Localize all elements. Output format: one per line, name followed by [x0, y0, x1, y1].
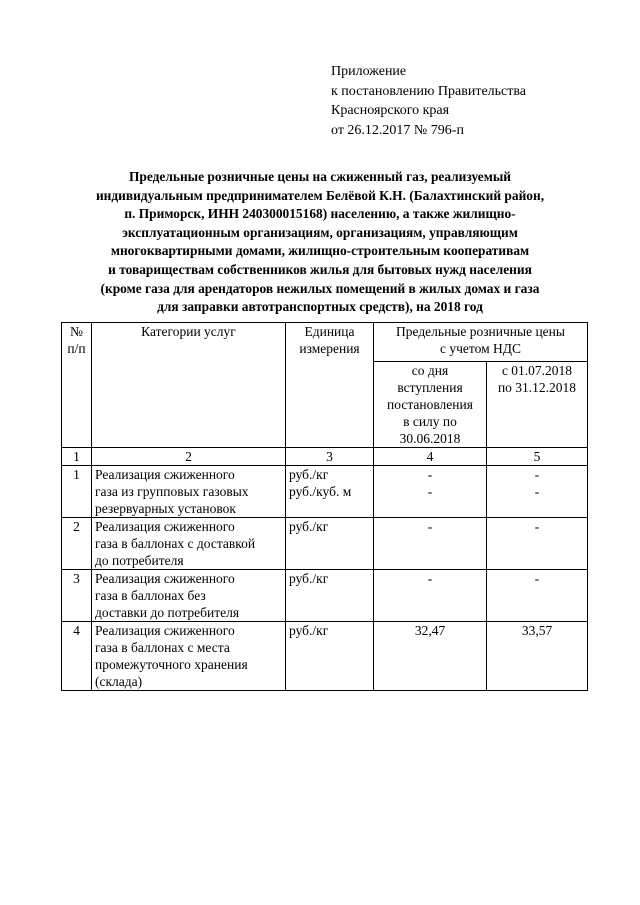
col-number: 1 [62, 448, 92, 466]
table-row [62, 466, 588, 518]
title-line: многоквартирными домами, жилищно-строительным кооперативам [110, 243, 530, 259]
title-line: для заправки автотранспортных средств), на 2018 год [157, 299, 483, 315]
title-line: индивидуальным предпринимателем Белёвой К.Н. (Балахтинский район, [95, 187, 545, 203]
col-number: 5 [487, 448, 588, 466]
row-price-1: - [374, 518, 487, 570]
table-row [62, 570, 588, 622]
appendix-line: Красноярского края [331, 103, 450, 118]
row-category: Реализация сжиженного газа в баллонах с места промежуточного хранения (склада) [92, 622, 286, 691]
col-number: 3 [286, 448, 374, 466]
row-num: 1 [62, 466, 92, 518]
appendix-line: к постановлению Правительства [331, 83, 527, 99]
title-line: и товариществам собственников жилья для бытовых нужд населения [108, 261, 532, 277]
header-num: № п/п [62, 323, 92, 448]
row-category: Реализация сжиженного газа из групповых газовых резервуарных установок [92, 466, 286, 518]
header-prices: Предельные розничные цены с учетом НДС [374, 323, 588, 362]
appendix-line: от 26.12.2017 № 796-п [331, 122, 464, 138]
document-title [60, 168, 580, 317]
row-num: 4 [62, 622, 92, 691]
price-table [61, 322, 588, 691]
table-row [62, 518, 588, 570]
appendix-reference [331, 62, 526, 140]
table-row [62, 622, 588, 691]
row-price-1: 32,47 [374, 622, 487, 691]
row-units: руб./кг [286, 570, 374, 622]
col-number: 2 [92, 448, 286, 466]
header-period-1: со дня вступления постановления в силу по 30.06.2018 [374, 362, 487, 448]
row-price-2: - [487, 570, 588, 622]
row-units: руб./кг руб./куб. м [286, 466, 374, 518]
row-category: Реализация сжиженного газа в баллонах без доставки до потребителя [92, 570, 286, 622]
row-price-1: - - [374, 466, 487, 518]
row-units: руб./кг [286, 622, 374, 691]
col-number: 4 [374, 448, 487, 466]
row-price-2: - - [487, 466, 588, 518]
title-line: Предельные розничные цены на сжиженный газ, реализуемый [129, 169, 511, 184]
row-category: Реализация сжиженного газа в баллонах с доставкой до потребителя [92, 518, 286, 570]
column-numbers-row [62, 448, 588, 466]
row-num: 2 [62, 518, 92, 570]
row-units: руб./кг [286, 518, 374, 570]
row-price-1: - [374, 570, 487, 622]
row-price-2: 33,57 [487, 622, 588, 691]
appendix-line: Приложение [331, 64, 407, 79]
header-category: Категории услуг [92, 323, 286, 448]
row-num: 3 [62, 570, 92, 622]
title-line: п. Приморск, ИНН 240300015168) населению, а также жилищно- [124, 206, 516, 222]
header-unit: Единица измерения [286, 323, 374, 448]
row-price-2: - [487, 518, 588, 570]
header-period-2: с 01.07.2018 по 31.12.2018 [487, 362, 588, 448]
title-line: эксплуатационным организациям, организациям, управляющим [122, 224, 518, 240]
table-header-row [62, 323, 588, 362]
title-line: (кроме газа для арендаторов нежилых помещений в жилых домах и газа [100, 280, 540, 296]
